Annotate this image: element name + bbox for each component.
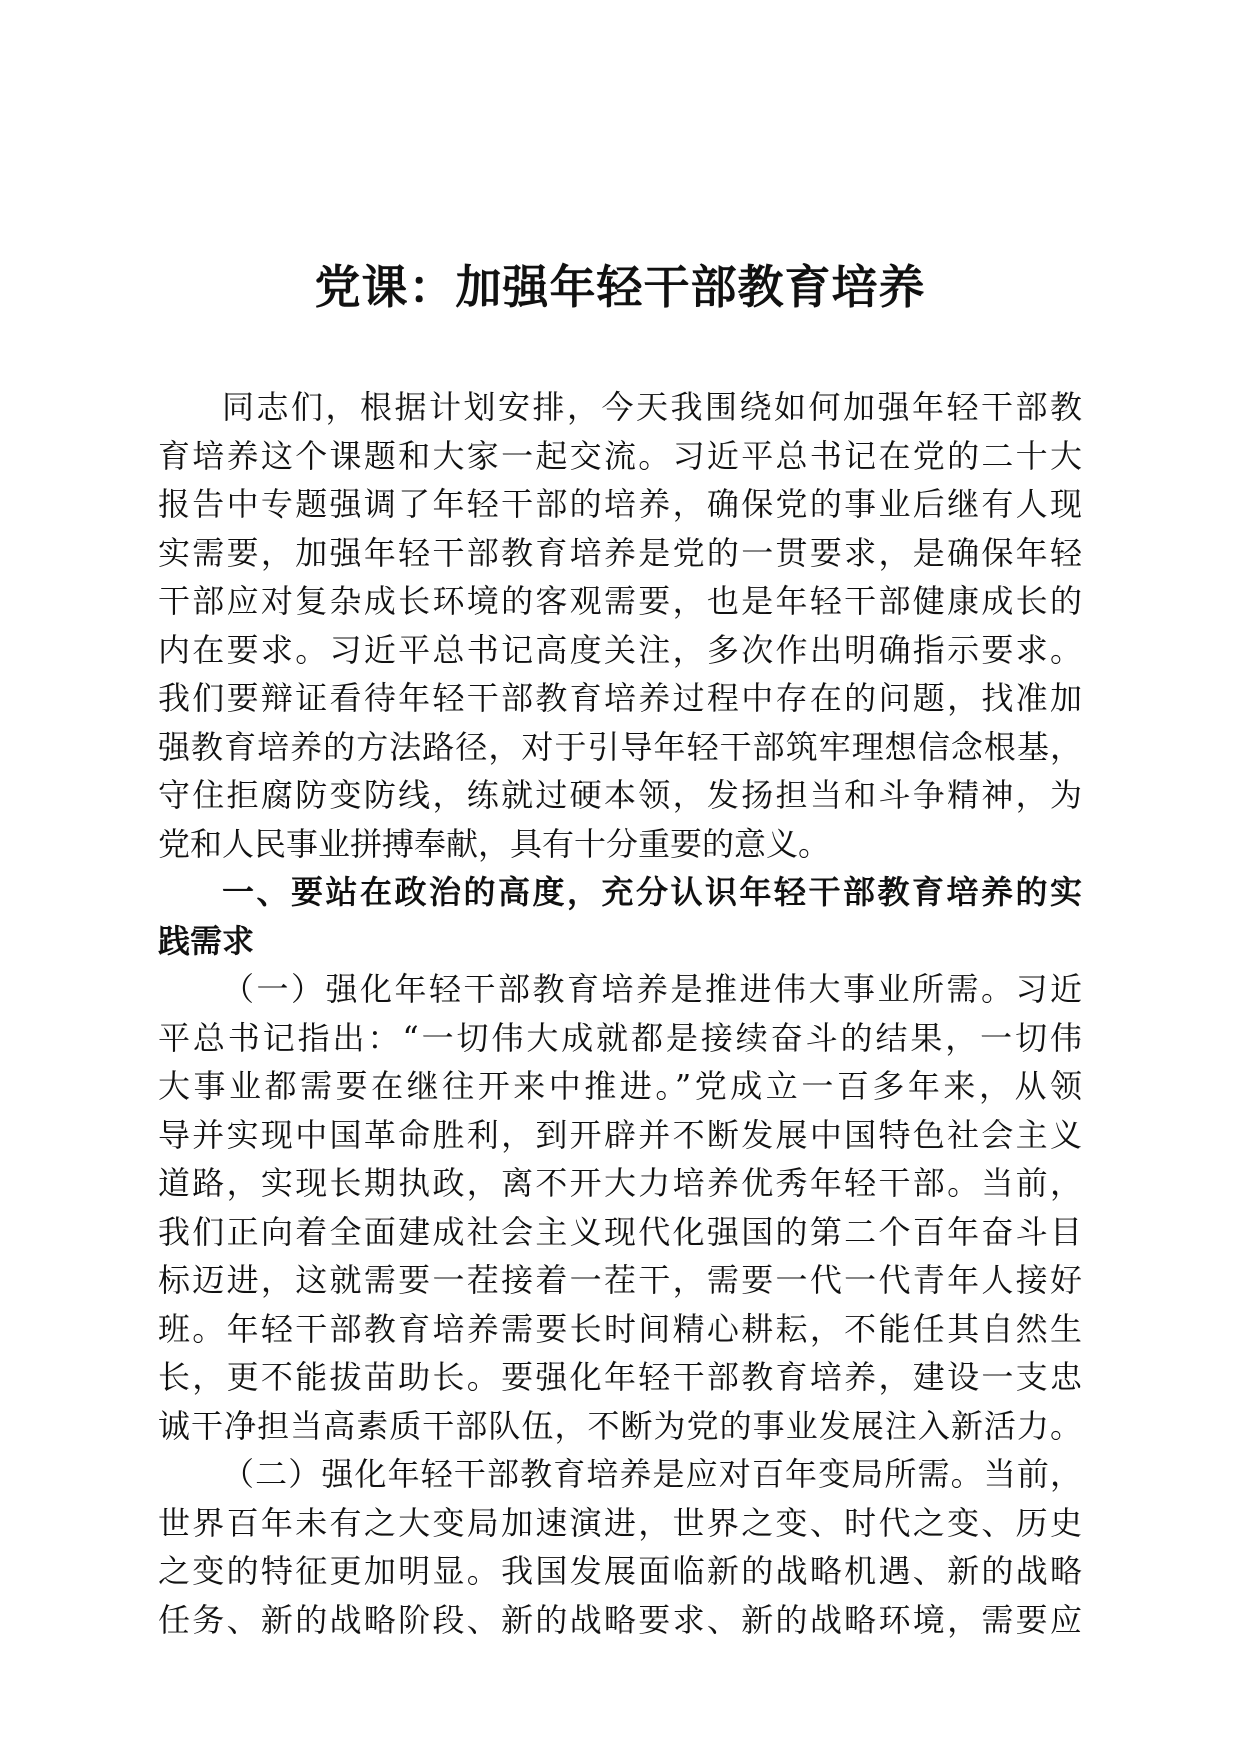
paragraph-line: 同志们，根据计划安排，今天我围绕如何加强年轻干部教 [222, 388, 1082, 426]
paragraph-line: 平总书记指出：“一切伟大成就都是接续奋斗的结果，一切伟 [158, 1018, 1082, 1057]
paragraph-line: 任务、新的战略阶段、新的战略要求、新的战略环境，需要应 [158, 1600, 1082, 1639]
paragraph-line: 标迈进，这就需要一茬接着一茬干，需要一代一代青年人接好 [158, 1261, 1082, 1299]
heading-line: 践需求 [158, 921, 255, 960]
paragraph-line: 道路，实现长期执政，离不开大力培养优秀年轻干部。当前， [158, 1164, 1082, 1202]
paragraph-line: 诚干净担当高素质干部队伍，不断为党的事业发展注入新活力。 [158, 1406, 1082, 1445]
paragraph-line: 强教育培养的方法路径，对于引导年轻干部筑牢理想信念根基， [158, 727, 1082, 766]
document-title: 党课：加强年轻干部教育培养 [314, 260, 926, 314]
paragraph-line: 我们要辩证看待年轻干部教育培养过程中存在的问题，找准加 [158, 679, 1082, 717]
paragraph-line: 长，更不能拔苗助长。要强化年轻干部教育培养，建设一支忠 [158, 1358, 1082, 1396]
paragraph-line: 导并实现中国革命胜利，到开辟并不断发展中国特色社会主义 [158, 1115, 1082, 1154]
paragraph-subsection-2 [158, 1450, 1082, 1644]
paragraph-line: （一）强化年轻干部教育培养是推进伟大事业所需。习近 [222, 970, 1082, 1008]
paragraph-line: 干部应对复杂成长环境的客观需要，也是年轻干部健康成长的 [158, 582, 1082, 620]
section-heading-1 [158, 868, 1082, 965]
paragraph-line: （二）强化年轻干部教育培养是应对百年变局所需。当前， [222, 1455, 1082, 1493]
paragraph-line: 内在要求。习近平总书记高度关注，多次作出明确指示要求。 [158, 630, 1082, 669]
paragraph-line: 班。年轻干部教育培养需要长时间精心耕耘，不能任其自然生 [158, 1309, 1082, 1348]
paragraph-line: 大事业都需要在继往开来中推进。”党成立一百多年来，从领 [158, 1067, 1082, 1105]
paragraph-line: 之变的特征更加明显。我国发展面临新的战略机遇、新的战略 [158, 1552, 1082, 1590]
paragraph-line: 育培养这个课题和大家一起交流。习近平总书记在党的二十大 [158, 436, 1082, 475]
heading-line: 一、要站在政治的高度，充分认识年轻干部教育培养的实 [222, 873, 1082, 911]
paragraph-line: 守住拒腐防变防线，练就过硬本领，发扬担当和斗争精神，为 [158, 776, 1082, 814]
paragraph-subsection-1 [158, 965, 1082, 1450]
paragraph-line: 实需要，加强年轻干部教育培养是党的一贯要求，是确保年轻 [158, 533, 1082, 572]
paragraph-line: 我们正向着全面建成社会主义现代化强国的第二个百年奋斗目 [158, 1212, 1082, 1251]
paragraph-intro [158, 383, 1082, 868]
paragraph-line: 党和人民事业拼搏奉献，具有十分重要的意义。 [158, 824, 831, 863]
document-body [158, 383, 1082, 1644]
paragraph-line: 报告中专题强调了年轻干部的培养，确保党的事业后继有人现 [158, 485, 1082, 523]
paragraph-line: 世界百年未有之大变局加速演进，世界之变、时代之变、历史 [158, 1503, 1082, 1542]
